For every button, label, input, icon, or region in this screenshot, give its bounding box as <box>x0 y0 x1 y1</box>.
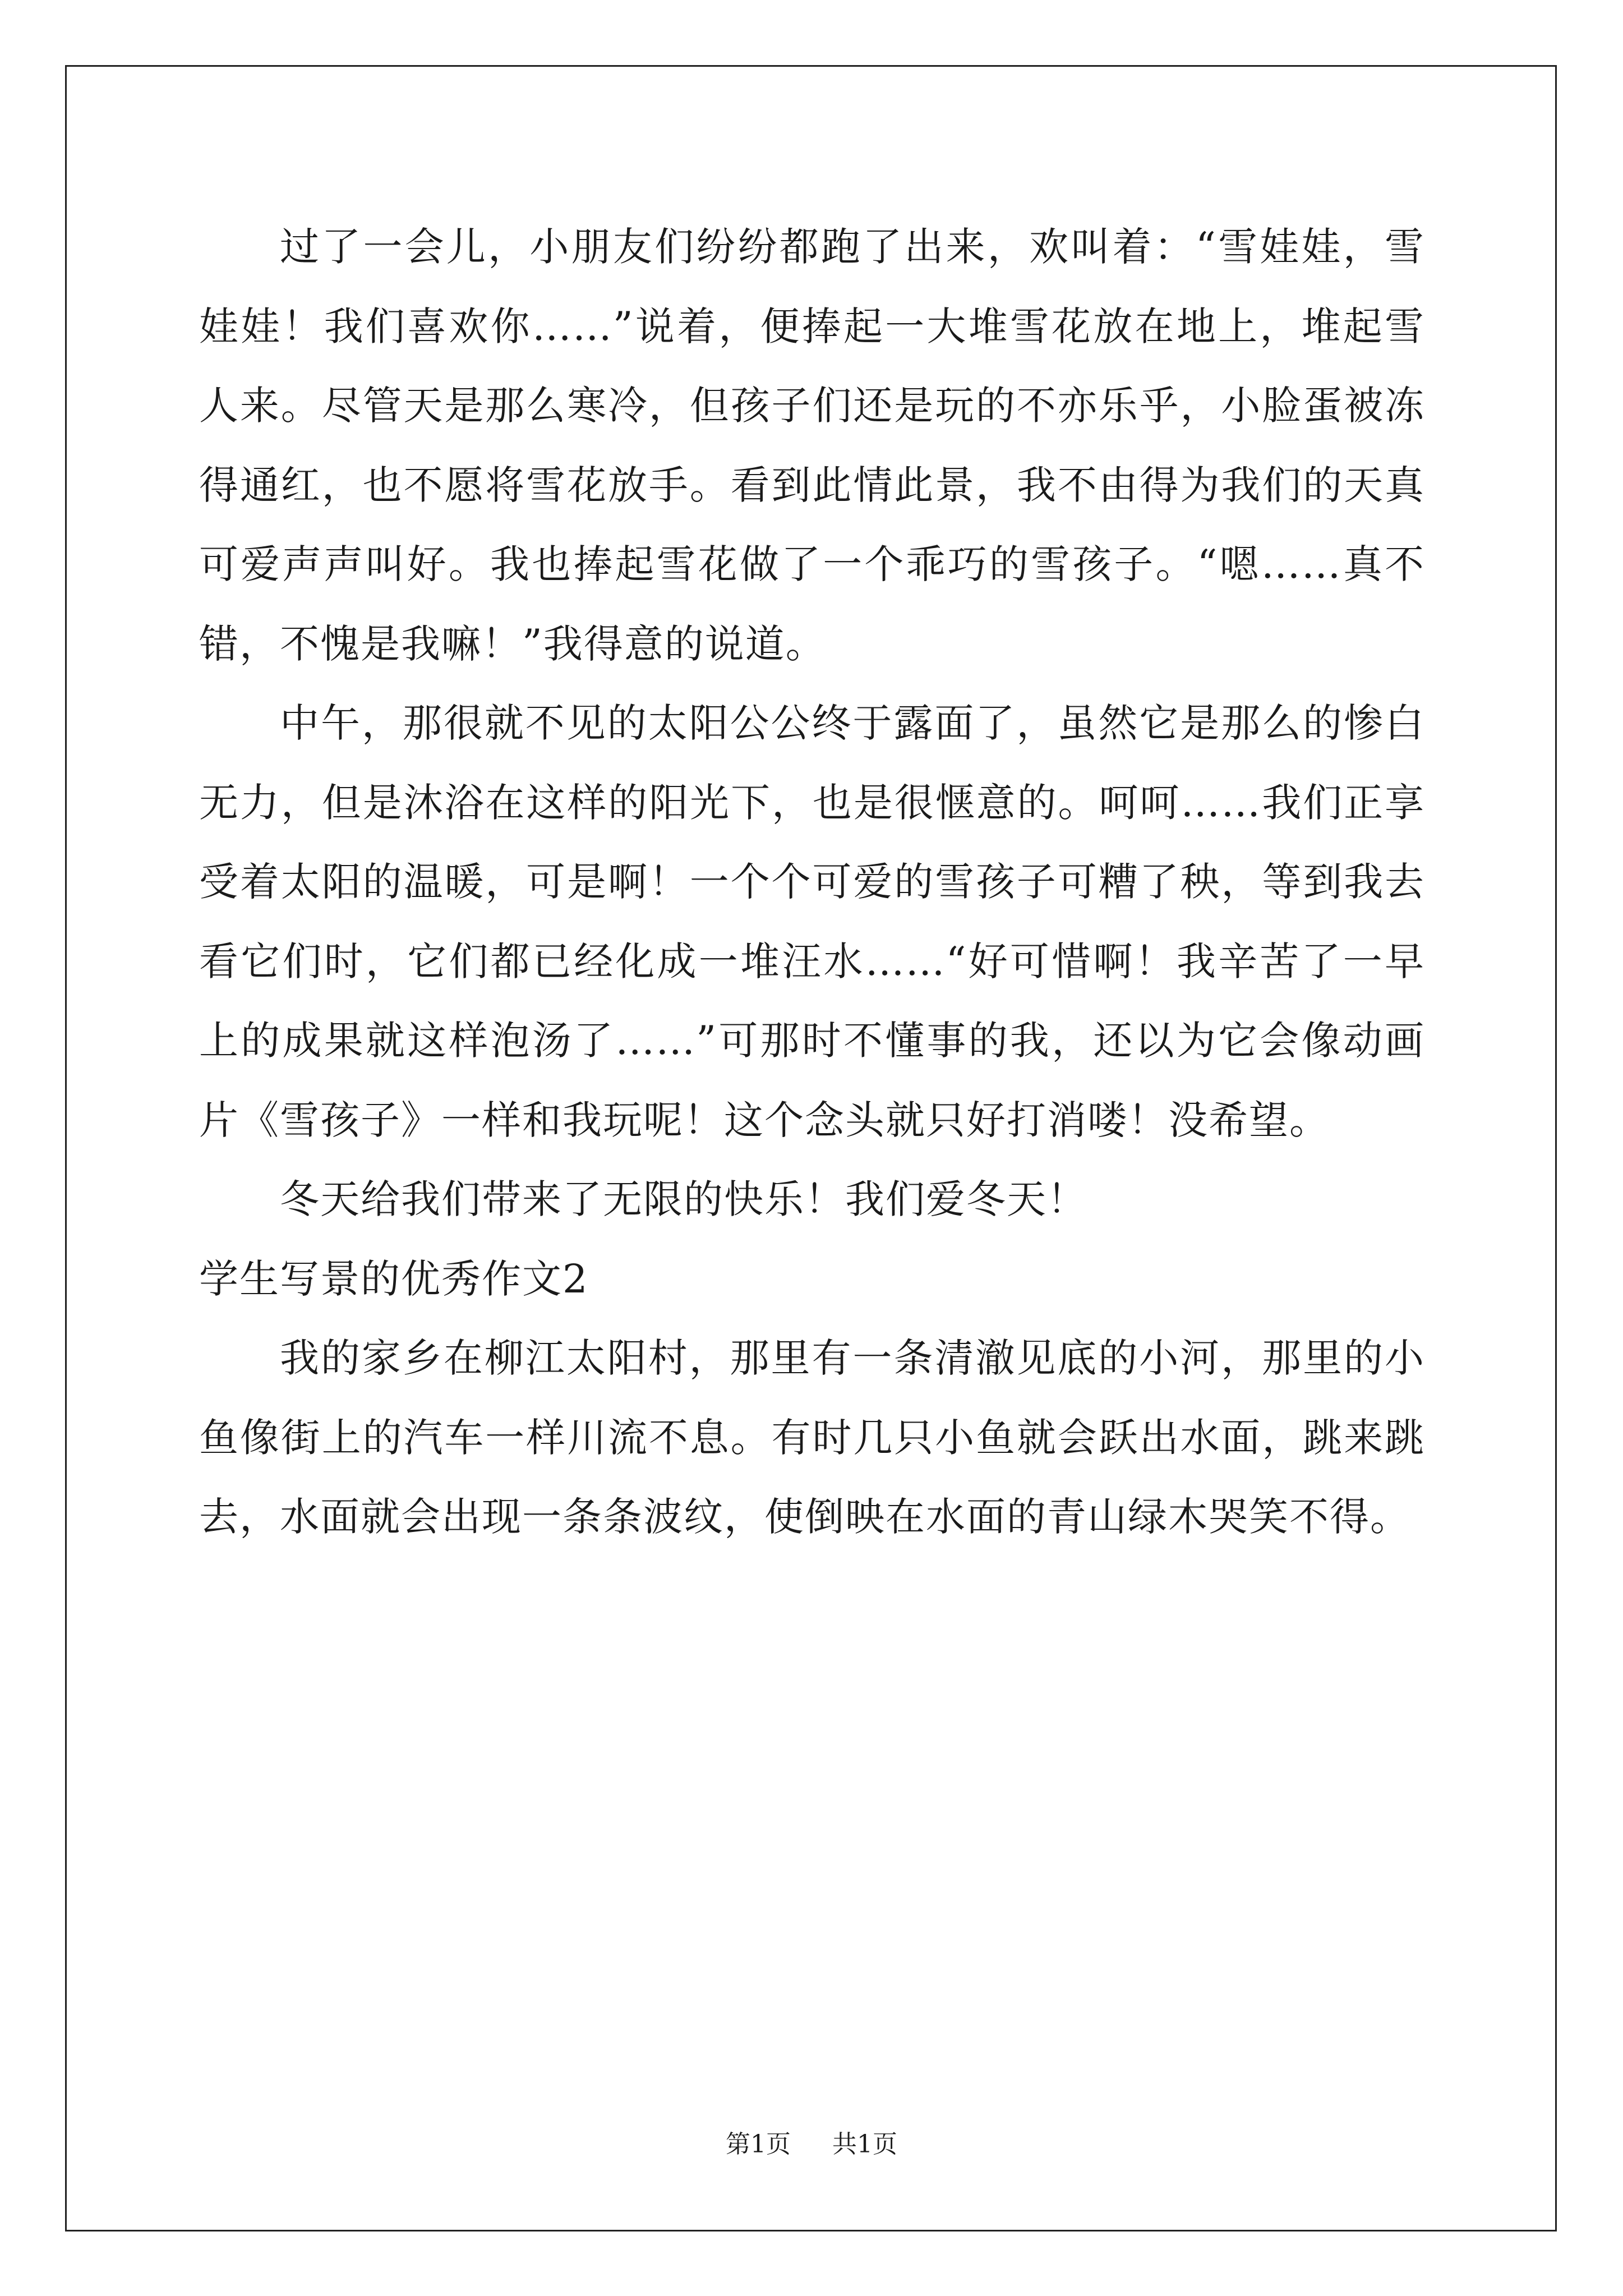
paragraph-love-winter: 冬天给我们带来了无限的快乐！我们爱冬天！ <box>280 1176 1087 1222</box>
paragraph-snowman: 过了一会儿，小朋友们纷纷都跑了出来，欢叫着：“雪娃娃，雪娃娃！我们喜欢你……”说着，便捧起一大堆雪花放在地上，堆起雪人来。尽管天是那么寒冷，但孩子们还是玩的不亦乐乎，小脸蛋被冻得通红，也不愿将雪花放手。看到此情此景，我不由得为我们的天真可爱声声叫好。我也捧起雪花做了一个乖巧的雪孩子。“嗯……真不错，不愧是我嘛！”我得意的说道。 <box>199 224 1425 667</box>
page-number-total: 共1页 <box>832 2130 897 2159</box>
page-footer <box>0 2128 1623 2161</box>
document-body <box>199 208 1425 1557</box>
paragraph-hometown-river: 我的家乡在柳江太阳村，那里有一条清澈见底的小河，那里的小鱼像街上的汽车一样川流不息。有时几只小鱼就会跃出水面，跳来跳去，水面就会出现一条条波纹，使倒映在水面的青山绿木哭笑不得。 <box>199 1335 1425 1540</box>
paragraph-noon-sun: 中午，那很就不见的太阳公公终于露面了，虽然它是那么的惨白无力，但是沐浴在这样的阳光下，也是很惬意的。呵呵……我们正享受着太阳的温暖，可是啊！一个个可爱的雪孩子可糟了秧，等到我去看它们时，它们都已经化成一堆汪水……“好可惜啊！我辛苦了一早上的成果就这样泡汤了……”可那时不懂事的我，还以为它会像动画片《雪孩子》一样和我玩呢！这个念头就只好打消喽！没希望。 <box>199 700 1425 1143</box>
section-heading: 学生写景的优秀作文2 <box>199 1255 589 1302</box>
page-number-current: 第1页 <box>726 2130 791 2159</box>
